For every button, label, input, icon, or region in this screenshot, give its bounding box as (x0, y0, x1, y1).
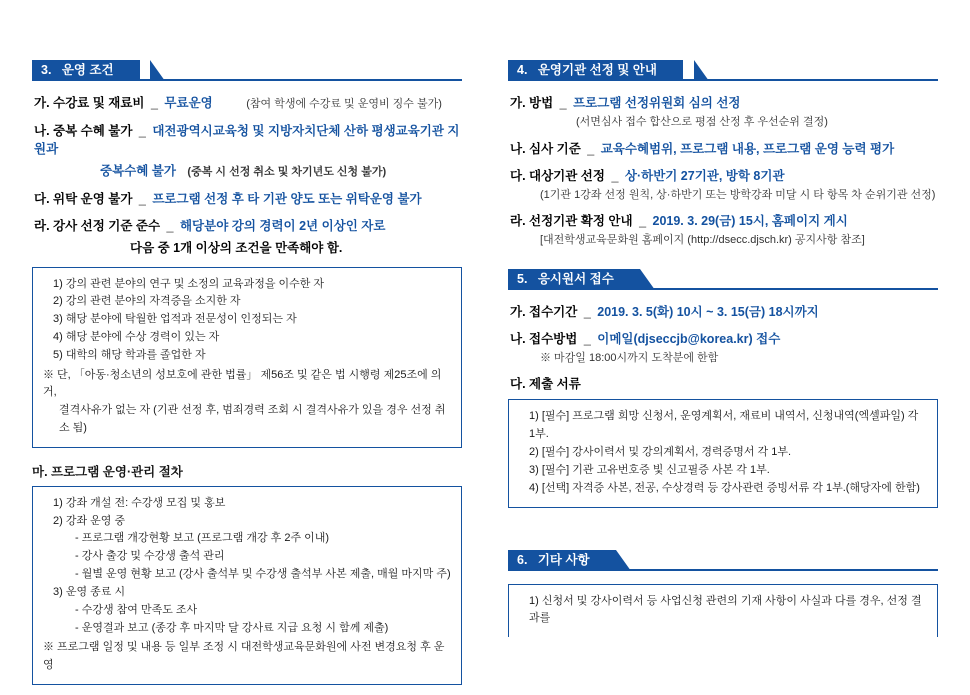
item-3-d-value: 해당분야 강의 경력이 2년 이상인 자로 (179, 219, 386, 234)
item-4-b-dash: _ (587, 141, 595, 156)
section-5-number: 5. (517, 271, 528, 286)
item-5-b-value: 이메일(djseccjb@korea.kr) 접수 (597, 331, 781, 346)
section-header-6 (508, 550, 938, 571)
item-4-a-dash: _ (559, 96, 567, 110)
item-3-a-note: (참여 학생에 수강료 및 운영비 징수 불가) (246, 98, 442, 110)
submission-item-4: 4) [선택] 자격증 사본, 전공, 수상경력 등 강사관련 증빙서류 각 1부.(해당자에 한함) (529, 481, 920, 494)
item-5-a-dash: _ (583, 304, 591, 319)
item-3-b-value2 (100, 162, 462, 181)
item-4-d-note: [대전학생교육문화원 홈페이지 (http://dsecc.djsch.kr) 공지사항 참조] (540, 234, 865, 247)
item-4-c-label: 다. 대상기관 선정 (510, 168, 605, 183)
subsection-3-e-title: 마. 프로그램 운영·관리 절차 (32, 464, 183, 479)
qualification-item-2: 2) 강의 관련 분야의 자격증을 소지한 자 (53, 295, 241, 308)
section-6-rule (508, 569, 938, 571)
submission-item-3: 3) [필수] 기관 고유번호증 빛 신고필증 사본 각 1부. (529, 463, 770, 476)
right-column (508, 60, 938, 647)
item-5-a-label: 가. 접수기간 (510, 304, 578, 319)
section-6-number: 6. (517, 552, 528, 567)
qualification-item-1: 1) 강의 관련 분야의 연구 및 소정의 교육과정을 이수한 자 (53, 277, 325, 290)
item-3-d-label: 라. 강사 선정 기준 준수 (34, 219, 161, 234)
item-3-d-dash: _ (166, 219, 174, 234)
item-3-b (32, 122, 462, 181)
item-4-a-note: (서면심사 접수 합산으로 평점 산정 후 우선순위 결정) (576, 116, 828, 129)
item-4-c-value: 상·하반기 27기관, 방학 8기관 (624, 168, 785, 183)
item-4-c-dash: _ (611, 168, 619, 183)
section-3-number: 3. (41, 63, 52, 77)
procedure-item-1: 1) 강좌 개설 전: 수강생 모집 및 홍보 (53, 496, 226, 509)
section-5-bar-tail (640, 269, 655, 290)
section-3-bar-tail (150, 60, 165, 81)
section-4-title: 운영기관 선정 및 안내 (537, 63, 657, 77)
item-5-b-label: 나. 접수방법 (510, 331, 578, 346)
item-3-d-value2: 다음 중 1개 이상의 조건을 만족해야 함. (130, 241, 343, 256)
section-6-bar (508, 550, 616, 571)
item-3-c-dash: _ (138, 192, 146, 207)
item-3-b-value: 대전광역시교육청 및 지방자치단체 산하 평생교육기관 지원과 (34, 123, 460, 157)
section-4-number: 4. (517, 63, 528, 77)
item-4-c (508, 167, 938, 204)
qualification-note: ※ 단, 「아동·청소년의 성보호에 관한 법률」 제56조 및 같은 법 시행령 제25조에 의거, (43, 368, 442, 399)
item-3-b-label: 나. 중복 수혜 불가 (34, 123, 133, 138)
qualification-item-3: 3) 해당 분야에 탁월한 업적과 전문성이 인정되는 자 (53, 313, 297, 326)
item-3-b-value2-text: 중복수혜 불가 (100, 164, 176, 179)
other-matters-box (508, 584, 938, 638)
item-4-b-label: 나. 심사 기준 (510, 141, 581, 156)
item-3-b-note: (중복 시 선정 취소 및 차기년도 신청 불가) (187, 166, 387, 179)
item-4-a-label: 가. 방법 (510, 96, 554, 110)
item-4-d (508, 212, 938, 249)
item-3-a (32, 94, 462, 113)
procedure-item-5: - 월별 운영 현황 보고 (강사 출석부 및 수강생 출석부 사본 제출, 매월 마지막 주) (75, 568, 451, 581)
section-3-bar (32, 60, 140, 81)
item-3-c (32, 190, 462, 208)
item-5-a-value: 2019. 3. 5(화) 10시 ~ 3. 15(금) 18시까지 (597, 304, 819, 319)
section-6-bar-tail (616, 550, 631, 571)
section-4-bar-tail (694, 60, 709, 81)
item-3-d (32, 217, 462, 257)
section-5-bar (508, 269, 640, 290)
item-4-d-value: 2019. 3. 29(금) 15시, 홈페이지 게시 (652, 214, 848, 229)
item-4-d-label: 라. 선정기관 확정 안내 (510, 214, 633, 229)
qualification-note-cont: 결격사유가 없는 자 (기관 선정 후, 범죄경력 조회 시 결격사유가 있을 경우 선정 취소 됨) (59, 404, 446, 434)
item-3-a-label: 가. 수강료 및 재료비 (34, 96, 145, 110)
item-4-d-dash: _ (639, 214, 647, 229)
item-3-c-label: 다. 위탁 운영 불가 (34, 192, 133, 207)
item-4-a-value: 프로그램 선정위원회 심의 선정 (573, 96, 741, 110)
item-4-c-note: (1기관 1강좌 선정 원칙, 상·하반기 또는 방학강좌 미달 시 타 항목 차 순위기관 선정) (540, 188, 936, 201)
submission-documents-box (508, 399, 938, 507)
section-3-rule (32, 79, 462, 81)
procedure-item-8: - 운영결과 보고 (종강 후 마지막 달 강사료 지급 요청 시 함께 제출) (75, 621, 389, 634)
section-4-rule (508, 79, 938, 81)
section-header-5 (508, 269, 938, 290)
procedure-item-7: - 수강생 참여 만족도 조사 (75, 603, 198, 616)
section-4-bar (508, 60, 683, 81)
section-5-rule (508, 288, 938, 290)
section-3-title: 운영 조건 (61, 63, 114, 77)
item-3-a-value: 무료운영 (164, 96, 213, 110)
left-column (32, 60, 462, 695)
item-3-b-dash: _ (138, 123, 146, 138)
item-4-b (508, 140, 938, 158)
qualification-item-5: 5) 대학의 해당 학과를 졸업한 자 (53, 348, 206, 361)
item-3-c-value: 프로그램 선정 후 타 기관 양도 또는 위탁운영 불가 (152, 192, 422, 207)
submission-item-2: 2) [필수] 강사이력서 및 강의계획서, 경력증명서 각 1부. (529, 446, 792, 459)
item-5-c-label: 다. 제출 서류 (510, 377, 581, 392)
procedure-item-3: - 프로그램 개강현황 보고 (프로그램 개강 후 2주 이내) (75, 532, 330, 545)
section-header-3 (32, 60, 462, 81)
item-5-a (508, 303, 938, 321)
section-6-title: 기타 사항 (537, 552, 590, 567)
procedure-item-4: - 강사 출강 및 수강생 출석 관리 (75, 550, 225, 563)
item-5-b (508, 330, 938, 367)
item-4-a (508, 94, 938, 131)
qualification-box (32, 267, 462, 448)
procedure-item-6: 3) 운영 종료 시 (53, 585, 126, 598)
item-3-a-dash: _ (150, 96, 158, 110)
section-5-title: 응시원서 접수 (537, 271, 614, 286)
procedure-note: ※ 프로그램 일정 및 내용 등 일부 조정 시 대전학생교육문화원에 사전 변경요청 후 운영 (43, 641, 445, 672)
item-4-b-value: 교육수혜범위, 프로그램 내용, 프로그램 운영 능력 평가 (600, 141, 895, 156)
qualification-item-4: 4) 해당 분야에 수상 경력이 있는 자 (53, 330, 220, 343)
operation-procedure-box (32, 486, 462, 685)
item-5-b-note: ※ 마감일 18:00시까지 도착분에 한함 (540, 351, 719, 364)
submission-item-1: 1) [필수] 프로그램 희망 신청서, 운영계획서, 재료비 내역서, 신청내역(엑셀파일) 각 1부. (529, 410, 919, 441)
item-5-b-dash: _ (583, 331, 591, 346)
procedure-item-2: 2) 강좌 운영 중 (53, 514, 126, 527)
other-item-1: 1) 신청서 및 강사이력서 등 사업신청 관련의 기재 사항이 사실과 다를 경우, 선정 결과를 (529, 594, 922, 625)
section-header-4 (508, 60, 938, 81)
item-5-c (508, 375, 938, 393)
